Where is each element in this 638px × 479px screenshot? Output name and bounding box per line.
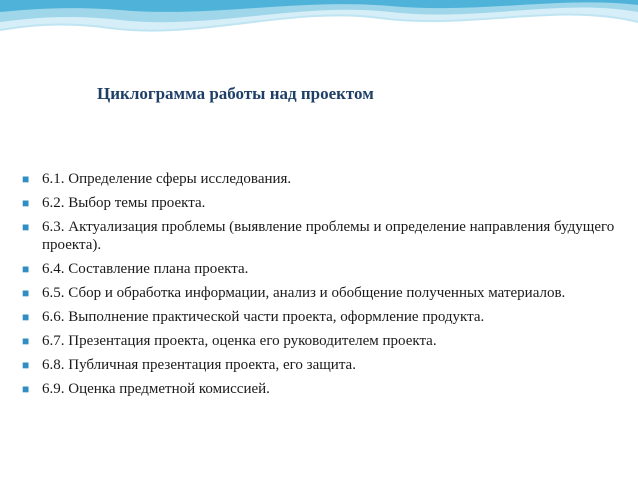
list-item [22,308,622,326]
list-item [22,194,622,212]
square-bullet-icon: ■ [22,310,30,324]
list-item [22,170,622,188]
list-item-text: 6.6. Выполнение практической части проекта, оформление продукта. [42,309,485,325]
list-item-text: 6.3. Актуализация проблемы (выявление проблемы и определение направления будущего проекта). [42,219,615,253]
list-item-text: 6.9. Оценка предметной комиссией. [42,381,270,397]
bullet-list [22,170,622,404]
list-item-text: 6.2. Выбор темы проекта. [42,195,206,211]
list-item-text: 6.4. Составление плана проекта. [42,261,249,277]
square-bullet-icon: ■ [22,220,30,234]
list-item [22,284,622,302]
square-bullet-icon: ■ [22,358,30,372]
square-bullet-icon: ■ [22,196,30,210]
list-item-text: 6.8. Публичная презентация проекта, его защита. [42,357,356,373]
list-item [22,332,622,350]
square-bullet-icon: ■ [22,334,30,348]
square-bullet-icon: ■ [22,286,30,300]
list-item-text: 6.5. Сбор и обработка информации, анализ и обобщение полученных материалов. [42,285,566,301]
square-bullet-icon: ■ [22,262,30,276]
list-item [22,380,622,398]
square-bullet-icon: ■ [22,172,30,186]
list-item-text: 6.1. Определение сферы исследования. [42,171,292,187]
list-item [22,218,622,254]
square-bullet-icon: ■ [22,382,30,396]
list-item [22,356,622,374]
list-item-text: 6.7. Презентация проекта, оценка его руководителем проекта. [42,333,437,349]
slide-title: Циклограмма работы над проектом [97,84,374,103]
header-wave-decoration [0,0,638,60]
list-item [22,260,622,278]
